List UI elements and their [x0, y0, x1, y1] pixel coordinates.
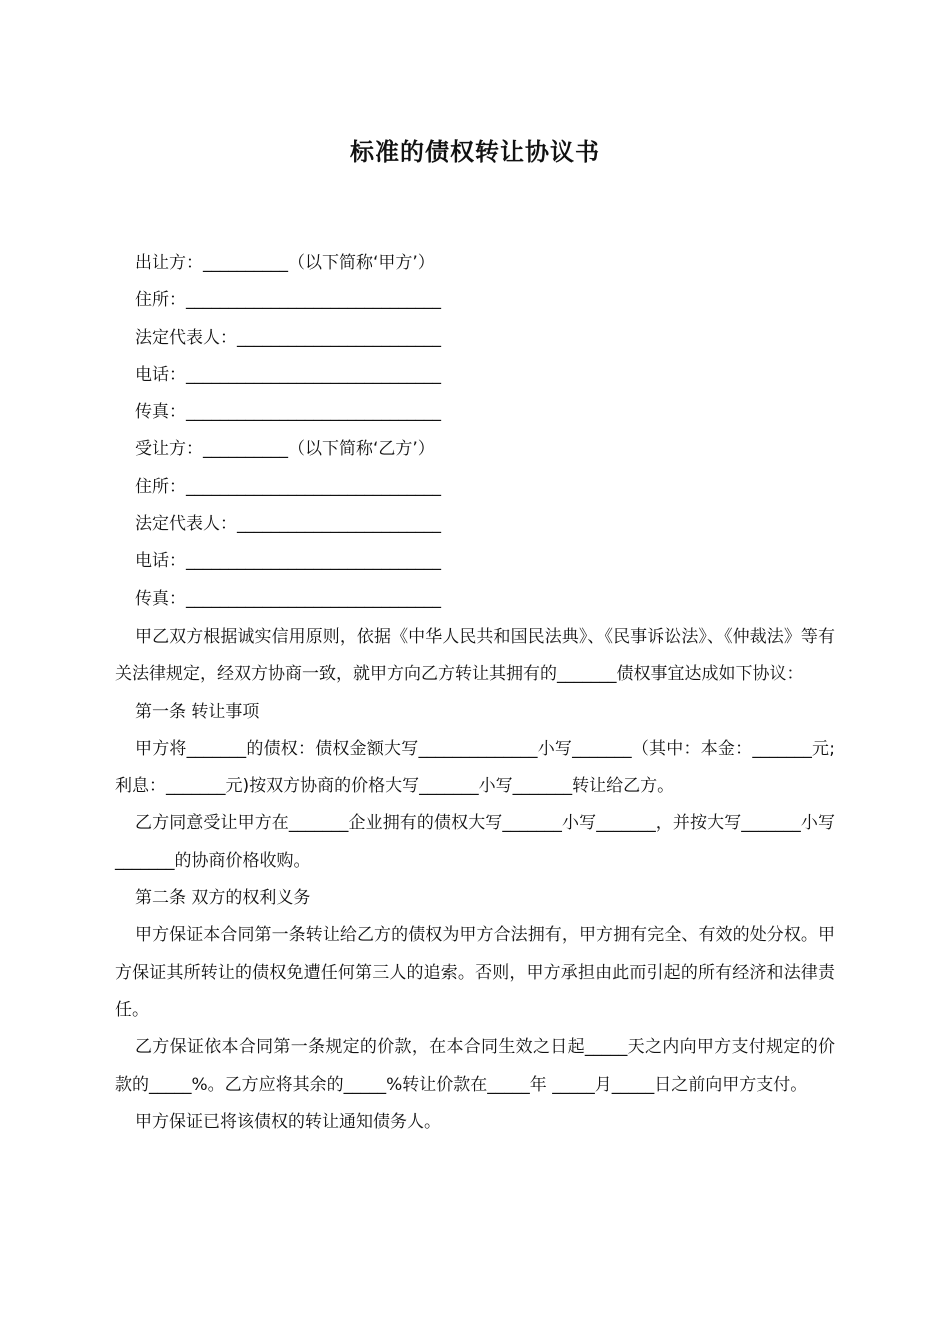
transferor-fax-field: 传真：______________________________ [135, 402, 441, 423]
article-1-paragraph-1: 甲方将_______的债权：债权金额大写______________小写_______（其中：本金：_______元;利息：_______元)按双方协商的价格大写_______小写_______转让给乙方。 [115, 738, 835, 797]
agreement-body [115, 619, 835, 1141]
intro-paragraph: 甲乙双方根据诚实信用原则，依据《中华人民共和国民法典》、《民事诉讼法》、《仲裁法》等有关法律规定，经双方协商一致，就甲方向乙方转让其拥有的_______债权事宜达成如下协议： [115, 627, 835, 685]
article-2-paragraph-2: 乙方保证依本合同第一条规定的价款，在本合同生效之日起_____天之内向甲方支付规定的价款的_____%。乙方应将其余的_____%转让价款在_____年 _____月_____日之前向甲方支付。 [115, 1037, 835, 1095]
transferor-field: 出让方：__________（以下简称‘甲方’） [135, 253, 435, 273]
transferee-legal-rep-field: 法定代表人：________________________ [135, 514, 441, 535]
transferee-fax-field: 传真：______________________________ [135, 588, 441, 609]
transferee-phone-field: 电话：______________________________ [135, 551, 441, 572]
party-fields [135, 245, 441, 618]
document-title: 标准的债权转让协议书 [350, 138, 600, 166]
article-1-heading: 第一条 转让事项 [135, 701, 260, 722]
transferee-address-field: 住所：______________________________ [135, 476, 441, 497]
article-2-paragraph-3: 甲方保证已将该债权的转让通知债务人。 [135, 1111, 441, 1132]
transferor-legal-rep-field: 法定代表人：________________________ [135, 327, 441, 348]
transferee-field: 受让方：__________（以下简称‘乙方’） [135, 439, 435, 460]
transferor-phone-field: 电话：______________________________ [135, 364, 441, 385]
transferor-address-field: 住所：______________________________ [135, 290, 441, 311]
article-2-heading: 第二条 双方的权利义务 [135, 888, 311, 909]
article-2-paragraph-1: 甲方保证本合同第一条转让给乙方的债权为甲方合法拥有，甲方拥有完全、有效的处分权。甲方保证其所转让的债权免遭任何第三人的追索。否则，甲方承担由此而引起的所有经济和法律责任。 [115, 925, 835, 1020]
article-1-paragraph-2: 乙方同意受让甲方在_______企业拥有的债权大写_______小写_______，并按大写_______小写_______的协商价格收购。 [115, 813, 835, 871]
